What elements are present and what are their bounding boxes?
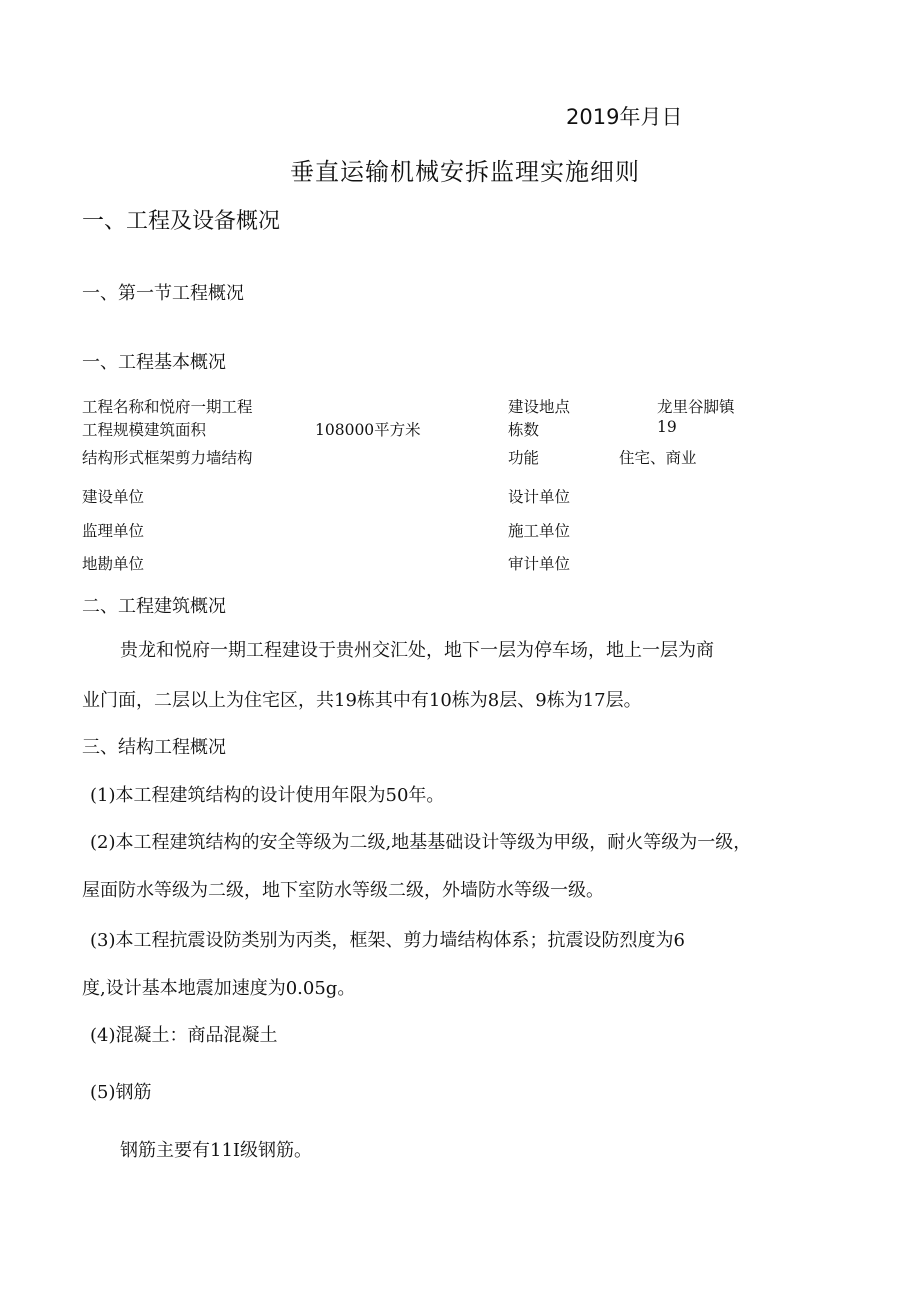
structure-item-3-line2: 度,设计基本地震加速度为0.05g。: [82, 978, 356, 999]
auditor-label: 审计单位: [508, 555, 571, 573]
section-heading-structure: 三、结构工程概况: [82, 737, 226, 758]
location-value: 龙里谷脚镇: [657, 398, 735, 416]
building-count-value: 19: [657, 418, 677, 436]
area-value: 108000平方米: [315, 421, 421, 439]
structure-item-1: (1)本工程建筑结构的设计使用年限为50年。: [90, 785, 445, 806]
building-count-label: 栋数: [508, 421, 540, 439]
structure-type-label: 结构形式框架剪力墙结构: [82, 449, 253, 467]
structure-item-2-line1: (2)本工程建筑结构的安全等级为二级,地基基础设计等级为甲级，耐火等级为一级，: [90, 832, 752, 853]
building-paragraph-line2: 业门面，二层以上为住宅区，共19栋其中有10栋为8层、9栋为17层。: [82, 690, 642, 711]
structure-item-5: (5)钢筋: [90, 1082, 152, 1103]
building-paragraph-line1: 贵龙和悦府一期工程建设于贵州交汇处，地下一层为停车场，地上一层为商: [120, 640, 714, 661]
function-value: 住宅、商业: [619, 449, 697, 467]
section-heading-project-overview: 一、第一节工程概况: [82, 283, 244, 304]
contractor-label: 施工单位: [508, 522, 571, 540]
document-date: 2019年月日: [566, 105, 683, 129]
structure-item-3-line1: (3)本工程抗震设防类别为丙类，框架、剪力墙结构体系；抗震设防烈度为6: [90, 930, 685, 951]
builder-label: 建设单位: [82, 488, 145, 506]
area-label: 工程规模建筑面积: [82, 421, 207, 439]
survey-label: 地勘单位: [82, 555, 145, 573]
section-heading-overview: 一、工程及设备概况: [82, 209, 281, 234]
location-label: 建设地点: [508, 398, 571, 416]
structure-item-2-line2: 屋面防水等级为二级，地下室防水等级二级，外墙防水等级一级。: [82, 880, 604, 901]
supervisor-label: 监理单位: [82, 522, 145, 540]
structure-item-4: (4)混凝土：商品混凝土: [90, 1025, 278, 1046]
rebar-paragraph: 钢筋主要有11I级钢筋。: [120, 1140, 313, 1161]
section-heading-basic-info: 一、工程基本概况: [82, 352, 226, 373]
section-heading-building: 二、工程建筑概况: [82, 596, 226, 617]
project-name-label: 工程名称和悦府一期工程: [82, 398, 253, 416]
designer-label: 设计单位: [508, 488, 571, 506]
document-title: 垂直运输机械安拆监理实施细则: [290, 158, 640, 186]
function-label: 功能: [508, 449, 540, 467]
